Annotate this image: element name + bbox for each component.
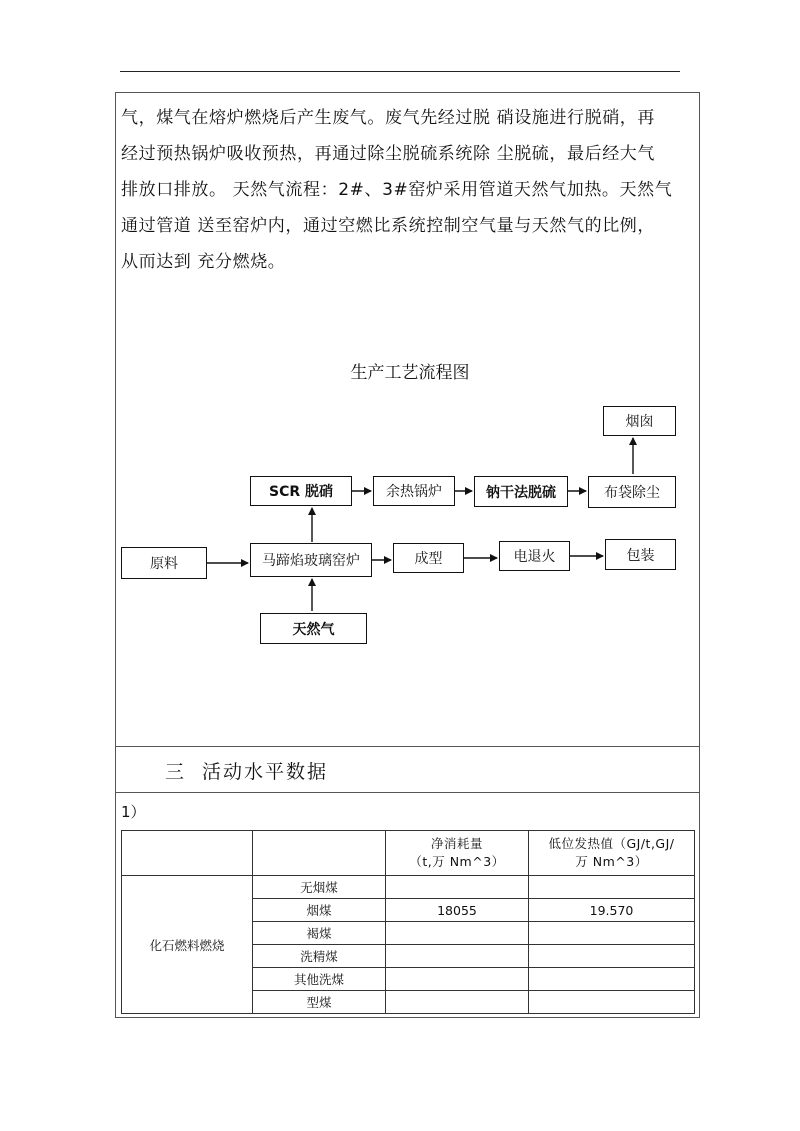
fuel-name: 无烟煤 bbox=[253, 876, 386, 899]
consumption-value bbox=[386, 991, 529, 1014]
node-chimney: 烟囱 bbox=[603, 406, 676, 436]
table-row bbox=[122, 876, 695, 899]
consumption-value bbox=[386, 876, 529, 899]
node-electric-annealing: 电退火 bbox=[499, 541, 570, 571]
header-consumption: 净消耗量 （t,万 Nm^3） bbox=[386, 831, 529, 876]
node-scr-denitration: SCR 脱硝 bbox=[250, 476, 352, 506]
fuel-name: 其他洗煤 bbox=[253, 968, 386, 991]
group-fossil-fuel: 化石燃料燃烧 bbox=[122, 876, 253, 1014]
fuel-name: 烟煤 bbox=[253, 899, 386, 922]
fuel-name: 褐煤 bbox=[253, 922, 386, 945]
consumption-value bbox=[386, 922, 529, 945]
consumption-value: 18055 bbox=[386, 899, 529, 922]
subsection-label: 1） bbox=[121, 803, 146, 821]
heat-value bbox=[529, 922, 695, 945]
paragraph-line: 经过预热锅炉吸收预热，再通过除尘脱硫系统除 尘脱硫，最后经大气 bbox=[121, 144, 656, 164]
node-natural-gas: 天然气 bbox=[260, 613, 367, 644]
header-cell bbox=[122, 831, 253, 876]
paragraph-line: 排放口排放。 天然气流程：2#、3#窑炉采用管道天然气加热。天然气 bbox=[121, 180, 673, 200]
activity-data-table bbox=[121, 830, 695, 1014]
node-sodium-desulfurization: 钠干法脱硫 bbox=[474, 476, 568, 507]
node-packing: 包装 bbox=[605, 539, 676, 570]
node-forming: 成型 bbox=[393, 543, 464, 573]
node-waste-heat-boiler: 余热锅炉 bbox=[373, 476, 455, 506]
heat-value bbox=[529, 991, 695, 1014]
header-cell bbox=[253, 831, 386, 876]
header-heat-value: 低位发热值（GJ/t,GJ/ 万 Nm^3） bbox=[529, 831, 695, 876]
heat-value bbox=[529, 876, 695, 899]
node-bag-filter: 布袋除尘 bbox=[588, 476, 676, 508]
paragraph-line: 气，煤气在熔炉燃烧后产生废气。废气先经过脱 硝设施进行脱硝，再 bbox=[121, 108, 656, 128]
consumption-value bbox=[386, 945, 529, 968]
section-title: 活动水平数据 bbox=[202, 761, 329, 783]
fuel-name: 型煤 bbox=[253, 991, 386, 1014]
section-divider bbox=[115, 746, 700, 747]
consumption-value bbox=[386, 968, 529, 991]
node-horseshoe-furnace: 马蹄焰玻璃窑炉 bbox=[250, 543, 372, 577]
section-divider bbox=[115, 792, 700, 793]
fuel-name: 洗精煤 bbox=[253, 945, 386, 968]
paragraph-line: 从而达到 充分燃烧。 bbox=[121, 252, 286, 272]
section-heading bbox=[165, 757, 328, 784]
heat-value bbox=[529, 968, 695, 991]
flowchart-title: 生产工艺流程图 bbox=[350, 363, 470, 383]
paragraph-line: 通过管道 送至窑炉内，通过空燃比系统控制空气量与天然气的比例， bbox=[121, 216, 656, 236]
node-raw-material: 原料 bbox=[121, 547, 207, 579]
heat-value bbox=[529, 945, 695, 968]
heat-value: 19.570 bbox=[529, 899, 695, 922]
section-number: 三 bbox=[165, 761, 187, 783]
table-header-row bbox=[122, 831, 695, 876]
